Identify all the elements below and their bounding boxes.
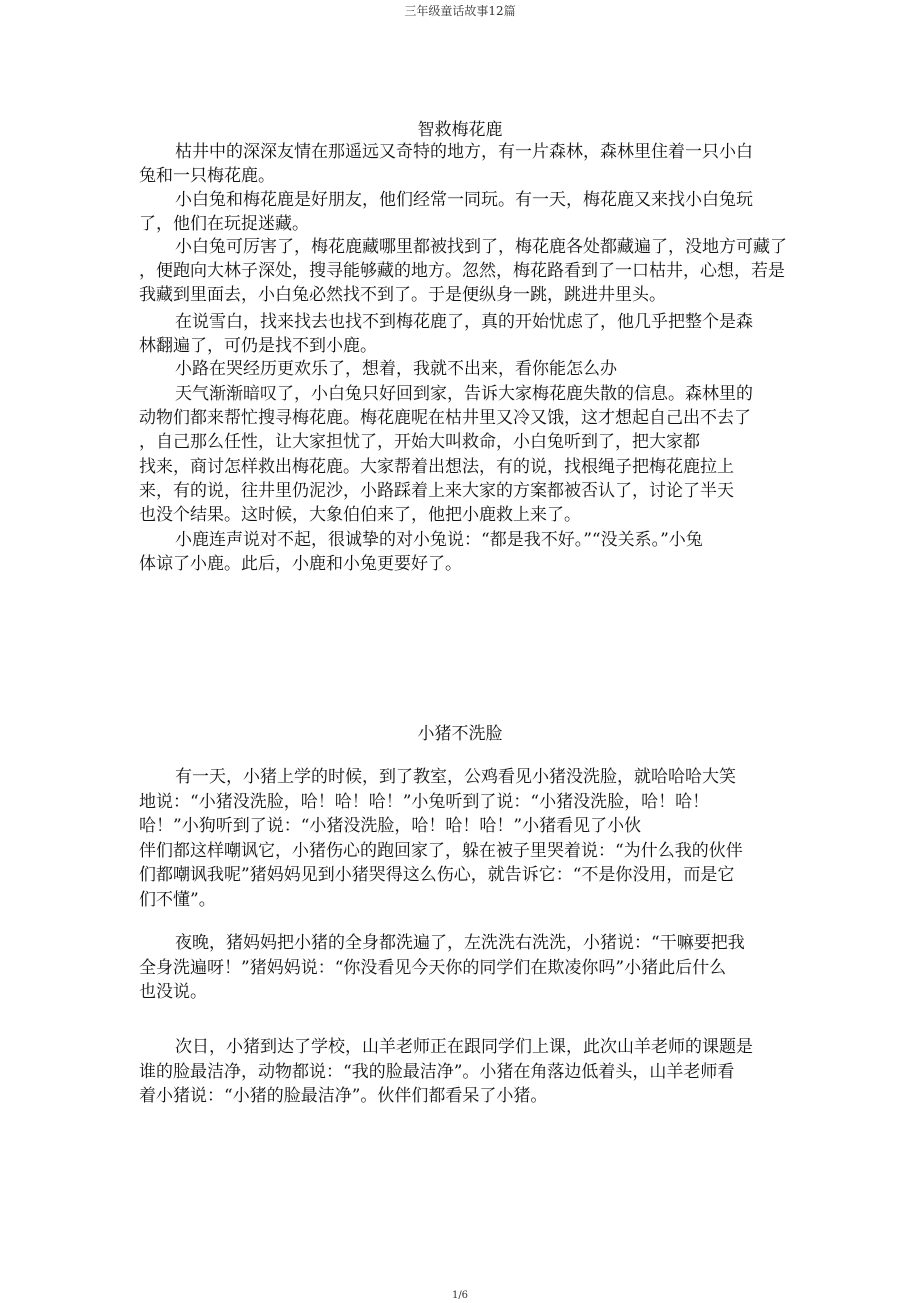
text-line: 们都嘲讽我呢”猪妈妈见到小猪哭得这么伤心，就告诉它：“不是你没用，而是它 — [139, 865, 735, 886]
text-line: 林翻遍了，可仍是找不到小鹿。 — [139, 336, 377, 356]
text-line: 枯井中的深深友情在那遥远又奇特的地方，有一片森林，森林里住着一只小白 — [175, 142, 753, 162]
text-line: ，自己那么任性，让大家担忧了，开始大叫救命，小白兔听到了，把大家都 — [139, 432, 700, 452]
text-line: 全身洗遍呀！”猪妈妈说：“你没看见今天你的同学们在欺凌你吗”小猪此后什么 — [139, 957, 727, 978]
text-line: ，便跑向大林子深处，搜寻能够藏的地方。忽然，梅花路看到了一口枯井，心想，若是 — [139, 261, 785, 281]
text-line: 也没说。 — [139, 982, 207, 1003]
document-header: 三年级童话故事12篇 — [404, 4, 516, 18]
text-line: 夜晚，猪妈妈把小猪的全身都洗遍了，左洗洗右洗洗，小猪说：“干嘛要把我 — [175, 933, 745, 953]
paragraph — [139, 357, 799, 381]
text-line: 哈！”小狗听到了说：“小猪没洗脸，哈！哈！哈！”小猪看见了小伙 — [139, 816, 642, 837]
paragraph — [139, 382, 799, 454]
text-line: 天气渐渐暗叹了，小白兔只好回到家，告诉大家梅花鹿失散的信息。森林里的 — [175, 384, 753, 404]
paragraph — [139, 765, 799, 913]
paragraph — [139, 931, 799, 1005]
text-line: 来，有的说，往井里仍泥沙，小路踩着上来大家的方案都被否认了，讨论了半天 — [139, 481, 734, 501]
text-line: 着小猪说：“小猪的脸最洁净”。伙伴们都看呆了小猪。 — [139, 1086, 548, 1107]
story-title: 小猪不洗脸 — [417, 724, 503, 744]
text-line: 在说雪白，找来找去也找不到梅花鹿了，真的开始忧虑了，他几乎把整个是森 — [175, 312, 753, 332]
paragraph — [139, 235, 799, 307]
page-number: 1/6 — [451, 1290, 469, 1301]
text-line: 找来，商讨怎样救出梅花鹿。大家帮着出想法，有的说，找根绳子把梅花鹿拉上 — [139, 457, 734, 477]
paragraph — [139, 310, 799, 358]
text-line: 有一天，小猪上学的时候，到了教室，公鸡看见小猪没洗脸，就哈哈哈大笑 — [175, 767, 736, 787]
text-line: 也没个结果。这时候，大象伯伯来了，他把小鹿救上来了。 — [139, 505, 581, 525]
text-line: 小白兔和梅花鹿是好朋友，他们经常一同玩。有一天，梅花鹿又来找小白兔玩 — [175, 190, 753, 210]
text-line: 地说：“小猪没洗脸，哈！哈！哈！”小兔听到了说：“小猪没洗脸，哈！哈！ — [139, 791, 710, 812]
text-line: 小路在哭经历更欢乐了，想着，我就不出来，看你能怎么办 — [175, 359, 617, 379]
paragraph — [139, 1035, 799, 1109]
text-line: 伴们都这样嘲讽它，小猪伤心的跑回家了，躲在被子里哭着说：“为什么我的伙伴 — [139, 840, 743, 861]
text-line: 了，他们在玩捉迷藏。 — [139, 214, 309, 234]
text-line: 们不懂”。 — [139, 889, 216, 910]
paragraph — [139, 140, 799, 188]
text-line: 谁的脸最洁净，动物都说：“我的脸最洁净”。小猪在角落边低着头，山羊老师看 — [139, 1061, 735, 1082]
text-line: 小白兔可厉害了，梅花鹿藏哪里都被找到了，梅花鹿各处都藏遍了，没地方可藏了 — [175, 237, 787, 257]
text-line: 动物们都来帮忙搜寻梅花鹿。梅花鹿呢在枯井里又冷又饿，这才想起自己出不去了 — [139, 408, 751, 428]
text-line: 我藏到里面去，小白兔必然找不到了。于是便纵身一跳，跳进井里头。 — [139, 285, 666, 305]
text-line: 体谅了小鹿。此后，小鹿和小兔更要好了。 — [139, 554, 462, 574]
paragraph — [139, 528, 799, 576]
text-line: 次日，小猪到达了学校，山羊老师正在跟同学们上课，此次山羊老师的课题是 — [175, 1037, 753, 1057]
text-line: 小鹿连声说对不起，很诚挚的对小兔说：“都是我不好。”“没关系。”小兔 — [175, 530, 703, 550]
story-title: 智救梅花鹿 — [417, 120, 503, 140]
paragraph — [139, 455, 799, 527]
text-line: 兔和一只梅花鹿。 — [139, 166, 275, 186]
paragraph — [139, 188, 799, 236]
